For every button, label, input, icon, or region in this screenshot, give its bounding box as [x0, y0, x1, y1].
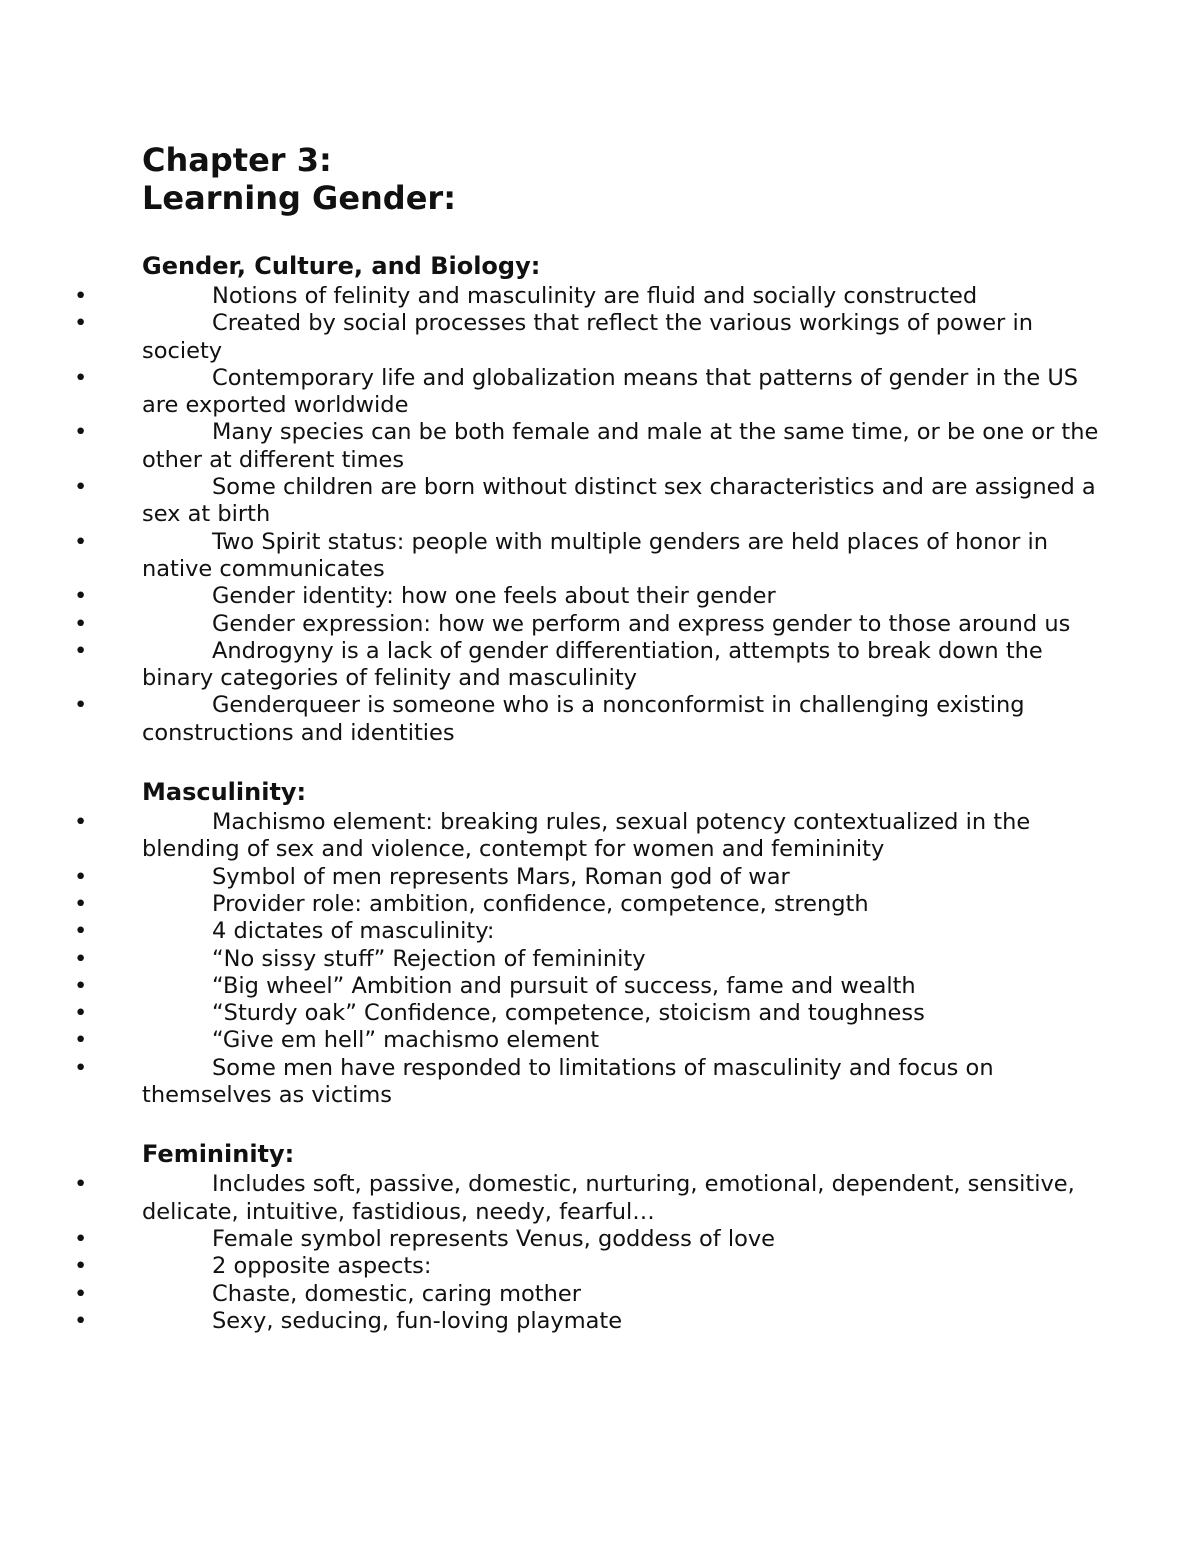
list-item: • “No sissy stuff” Rejection of femininity — [142, 946, 1100, 973]
list-item: • 4 dictates of masculinity: — [142, 918, 1100, 945]
list-item: • Gender expression: how we perform and express gender to those around us — [142, 611, 1100, 638]
bullet-list — [142, 809, 1100, 1109]
list-item: • “Sturdy oak” Confidence, competence, stoicism and toughness — [142, 1000, 1100, 1027]
section-femininity — [142, 1139, 1100, 1335]
list-item: • “Give em hell” machismo element — [142, 1027, 1100, 1054]
list-item: • Some children are born without distinct sex characteristics and are assigned a sex at birth — [142, 474, 1100, 529]
document-title — [142, 141, 1100, 217]
list-item: • Genderqueer is someone who is a nonconformist in challenging existing constructions and identities — [142, 692, 1100, 747]
list-item: • Symbol of men represents Mars, Roman god of war — [142, 864, 1100, 891]
section-masculinity — [142, 777, 1100, 1109]
list-item: • Chaste, domestic, caring mother — [142, 1281, 1100, 1308]
list-item: • Notions of felinity and masculinity are fluid and socially constructed — [142, 283, 1100, 310]
list-item: • Many species can be both female and male at the same time, or be one or the other at different times — [142, 419, 1100, 474]
list-item: • Gender identity: how one feels about their gender — [142, 583, 1100, 610]
list-item: • Sexy, seducing, fun-loving playmate — [142, 1308, 1100, 1335]
section-gender-culture-biology — [142, 251, 1100, 747]
list-item: • Machismo element: breaking rules, sexual potency contextualized in the blending of sex and violence, contempt for women and femininity — [142, 809, 1100, 864]
bullet-list — [142, 283, 1100, 747]
list-item: • Two Spirit status: people with multiple genders are held places of honor in native communicates — [142, 529, 1100, 584]
list-item: • Provider role: ambition, confidence, competence, strength — [142, 891, 1100, 918]
title-line-topic: Learning Gender: — [142, 179, 456, 217]
title-line-chapter: Chapter 3: — [142, 141, 332, 179]
list-item: • Includes soft, passive, domestic, nurturing, emotional, dependent, sensitive, delicate, intuitive, fastidious, needy, fearful… — [142, 1171, 1100, 1226]
section-heading: Gender, Culture, and Biology: — [142, 252, 541, 280]
list-item: • Female symbol represents Venus, goddess of love — [142, 1226, 1100, 1253]
list-item: • Some men have responded to limitations of masculinity and focus on themselves as victims — [142, 1055, 1100, 1110]
list-item: • “Big wheel” Ambition and pursuit of success, fame and wealth — [142, 973, 1100, 1000]
list-item: • Contemporary life and globalization means that patterns of gender in the US are exported worldwide — [142, 365, 1100, 420]
list-item: • Created by social processes that reflect the various workings of power in society — [142, 310, 1100, 365]
list-item: • Androgyny is a lack of gender differentiation, attempts to break down the binary categories of felinity and masculinity — [142, 638, 1100, 693]
section-heading: Femininity: — [142, 1140, 295, 1169]
bullet-list — [142, 1171, 1100, 1335]
section-heading: Masculinity: — [142, 778, 307, 807]
list-item: • 2 opposite aspects: — [142, 1253, 1100, 1280]
